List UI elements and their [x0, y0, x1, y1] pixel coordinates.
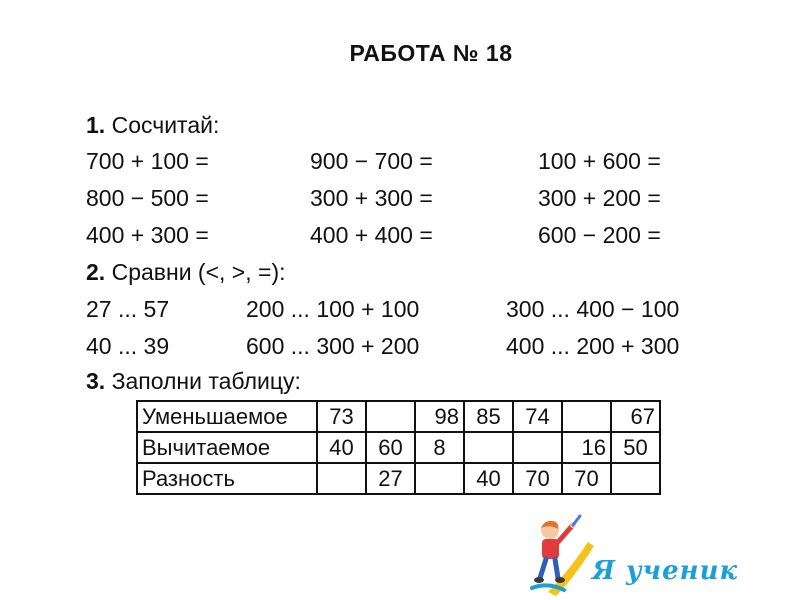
table-cell: 70: [562, 463, 611, 494]
table-cell: [317, 463, 366, 494]
table-cell: 40: [317, 432, 366, 463]
task2-label: Сравни (<, >, =):: [111, 259, 286, 285]
table-cell: 85: [464, 401, 513, 432]
table-cell: 16: [562, 432, 611, 463]
table-cell: 8: [415, 432, 464, 463]
table-cell: [611, 463, 660, 494]
task1-expr-r2c0: 400 + 300 =: [86, 222, 209, 248]
task1-expr-r1c0: 800 − 500 =: [86, 185, 209, 211]
task2-compare-r0c0: 27 ... 57: [86, 296, 170, 322]
table-row-minuend: [137, 401, 660, 432]
task2-compare-r0c2: 300 ... 400 − 100: [506, 296, 680, 322]
task1-expr-r2c2: 600 − 200 =: [538, 222, 661, 248]
task2-heading: [86, 259, 286, 286]
task1-expr-r2c1: 400 + 400 =: [310, 222, 433, 248]
table-row-difference: [137, 463, 660, 494]
task1-expr-r1c2: 300 + 200 =: [538, 185, 661, 211]
task2-compare-r1c0: 40 ... 39: [86, 333, 170, 359]
task1-expr-r0c2: 100 + 600 =: [538, 148, 661, 174]
task2-compare-r1c1: 600 ... 300 + 200: [246, 333, 420, 359]
logo-text: Я ученик: [592, 556, 739, 586]
task3-label: Заполни таблицу:: [111, 368, 301, 394]
task3-heading: [86, 368, 301, 395]
table-cell: 50: [611, 432, 660, 463]
task1-expr-r0c1: 900 − 700 =: [310, 148, 433, 174]
task2-number: 2.: [86, 259, 106, 285]
table-cell: 60: [366, 432, 415, 463]
table-cell: 27: [366, 463, 415, 494]
row-header-subtrahend: Вычитаемое: [137, 432, 317, 463]
table-cell: 67: [611, 401, 660, 432]
table-cell: 73: [317, 401, 366, 432]
table-row-subtrahend: [137, 432, 660, 463]
row-header-minuend: Уменьшаемое: [137, 401, 317, 432]
table-cell: 98: [415, 401, 464, 432]
row-header-difference: Разность: [137, 463, 317, 494]
table-cell: [415, 463, 464, 494]
task2-compare-r1c2: 400 ... 200 + 300: [506, 333, 680, 359]
task1-expr-r0c0: 700 + 100 =: [86, 148, 209, 174]
task1-expr-r1c1: 300 + 300 =: [310, 185, 433, 211]
table-cell: 40: [464, 463, 513, 494]
page-title: РАБОТА № 18: [349, 40, 513, 66]
task3-number: 3.: [86, 368, 106, 394]
task1-heading: [86, 112, 219, 139]
subtraction-table: [136, 400, 661, 495]
task1-number: 1.: [86, 112, 106, 138]
task2-compare-r0c1: 200 ... 100 + 100: [246, 296, 420, 322]
table-cell: [513, 432, 562, 463]
table-cell: [366, 401, 415, 432]
task1-label: Сосчитай:: [111, 112, 220, 138]
table-cell: [562, 401, 611, 432]
table-cell: [464, 432, 513, 463]
table-cell: 70: [513, 463, 562, 494]
table-cell: 74: [513, 401, 562, 432]
